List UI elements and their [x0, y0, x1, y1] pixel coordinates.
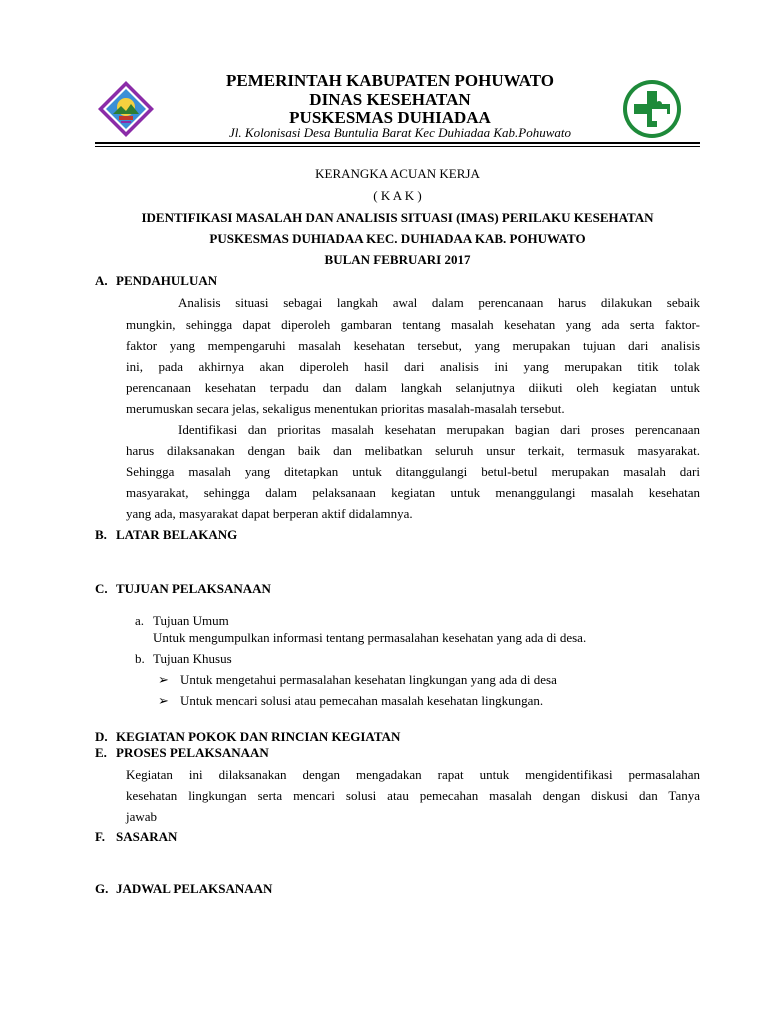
tujuan-umum-text: Untuk mengumpulkan informasi tentang permasalahan kesehatan yang ada di desa. [153, 630, 587, 645]
letterhead-department: DINAS KESEHATAN [309, 90, 471, 109]
paragraph-line: harus dilaksanakan dengan baik dan melibatkan seluruh unsur terkait, termasuk masyarakat. [126, 443, 700, 458]
doc-title: KERANGKA ACUAN KERJA [315, 166, 480, 181]
tujuan-umum-label: a. [135, 613, 145, 628]
letterhead-puskesmas: PUSKESMAS DUHIADAA [289, 108, 491, 127]
paragraph-line: yang ada, masyarakat dapat berperan aktif didalamnya. [126, 506, 413, 521]
paragraph-line: ini, pada akhirnya akan diperoleh hasil dari analisis ini yang merupakan titik tolak [126, 359, 700, 374]
letterhead-address: Jl. Kolonisasi Desa Buntulia Barat Kec Duhiadaa Kab.Pohuwato [229, 125, 571, 140]
letterhead-rule-thin [95, 146, 700, 147]
section-heading-f [95, 829, 177, 845]
section-letter: E. [95, 745, 107, 760]
section-heading-b [95, 527, 237, 543]
section-title: PENDAHULUAN [116, 273, 218, 288]
section-letter: G. [95, 881, 109, 896]
tujuan-khusus-item: Untuk mencari solusi atau pemecahan masalah kesehatan lingkungan. [180, 693, 544, 708]
section-heading-c [95, 581, 271, 597]
letterhead-government: PEMERINTAH KABUPATEN POHUWATO [225, 71, 555, 90]
section-letter: D. [95, 729, 108, 744]
paragraph-line: mungkin, sehingga dapat diperoleh gambaran tentang masalah kesehatan yang ada serta faktor- [126, 317, 700, 332]
arrow-bullet-icon: ➢ [158, 693, 169, 708]
paragraph-line: faktor yang mempengaruhi masalah kesehatan tersebut, yang merupakan tujuan dari analisis [126, 338, 700, 353]
section-heading-a [95, 273, 217, 289]
regency-emblem-icon [97, 80, 155, 138]
doc-subtitle-kak: ( K A K ) [373, 188, 422, 203]
section-letter: C. [95, 581, 108, 596]
tujuan-khusus-label: b. [135, 651, 145, 666]
paragraph-line: Sehingga masalah yang ditetapkan untuk ditanggulangi betul-betul merupakan masalah dari [126, 464, 700, 479]
section-title: TUJUAN PELAKSANAAN [116, 581, 271, 596]
paragraph-line: Identifikasi dan prioritas masalah kesehatan merupakan bagian dari proses perencanaan [178, 422, 700, 437]
section-title: SASARAN [116, 829, 178, 844]
section-heading-e [95, 745, 269, 761]
tujuan-umum-title: Tujuan Umum [153, 613, 229, 628]
paragraph-line: jawab [126, 809, 158, 824]
tujuan-khusus-item: Untuk mengetahui permasalahan kesehatan lingkungan yang ada di desa [180, 672, 557, 687]
section-title: LATAR BELAKANG [116, 527, 238, 542]
paragraph-line: perencanaan kesehatan terpadu dan dalam langkah selanjutnya diikuti oleh kegiatan untuk [126, 380, 700, 395]
section-letter: F. [95, 829, 105, 844]
paragraph-line: masyarakat, sehingga dalam pelaksanaan kegiatan untuk menanggulangi masalah kesehatan [126, 485, 700, 500]
paragraph-line: Kegiatan ini dilaksanakan dengan mengadakan rapat untuk mengidentifikasi permasalahan [126, 767, 700, 782]
arrow-bullet-icon: ➢ [158, 672, 169, 687]
section-heading-g [95, 881, 272, 897]
letterhead-rule [95, 142, 700, 144]
section-title: KEGIATAN POKOK DAN RINCIAN KEGIATAN [116, 729, 401, 744]
section-title: JADWAL PELAKSANAAN [116, 881, 273, 896]
section-heading-d [95, 729, 400, 745]
section-title: PROSES PELAKSANAAN [116, 745, 269, 760]
tujuan-khusus-title: Tujuan Khusus [153, 651, 232, 666]
paragraph-line: kesehatan lingkungan serta mencari solusi atau pemecahan masalah dengan diskusi dan Tanya [126, 788, 700, 803]
section-letter: A. [95, 273, 108, 288]
health-cross-icon [622, 79, 682, 139]
doc-heading-period: BULAN FEBRUARI 2017 [324, 252, 471, 267]
paragraph-line: Analisis situasi sebagai langkah awal dalam perencanaan harus dilakukan sebaik [178, 295, 700, 310]
doc-heading-imas: IDENTIFIKASI MASALAH DAN ANALISIS SITUASI (IMAS) PERILAKU KESEHATAN [141, 210, 654, 225]
section-letter: B. [95, 527, 107, 542]
paragraph-line: merumuskan secara jelas, sekaligus menentukan prioritas masalah-masalah tersebut. [126, 401, 565, 416]
doc-heading-location: PUSKESMAS DUHIADAA KEC. DUHIADAA KAB. POHUWATO [209, 231, 586, 246]
